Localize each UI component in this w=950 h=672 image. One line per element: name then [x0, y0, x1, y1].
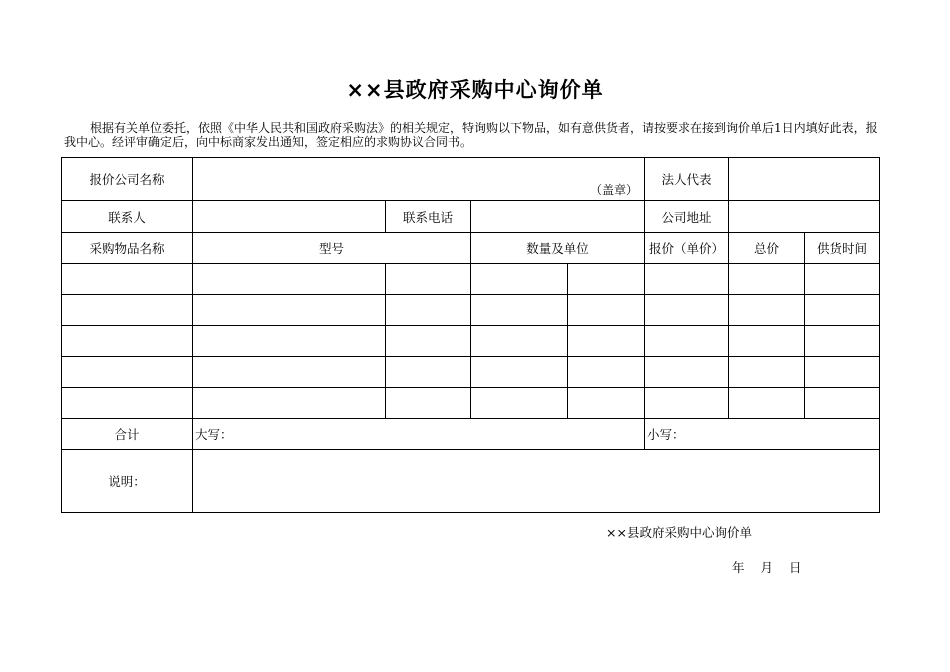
- col-header-item-name: 采购物品名称: [62, 233, 193, 264]
- table-cell[interactable]: [568, 326, 645, 357]
- table-cell[interactable]: [193, 264, 386, 295]
- table-cell[interactable]: [645, 357, 729, 388]
- col-header-delivery-time: 供货时间: [805, 233, 880, 264]
- col-header-model: 型号: [193, 233, 471, 264]
- col-header-quantity-unit: 数量及单位: [471, 233, 645, 264]
- table-cell[interactable]: [645, 388, 729, 419]
- company-name-field[interactable]: [193, 158, 645, 201]
- table-cell[interactable]: [645, 295, 729, 326]
- table-cell[interactable]: [386, 326, 471, 357]
- table-cell[interactable]: [62, 326, 193, 357]
- page-title: ××县政府采购中心询价单: [346, 78, 604, 102]
- col-header-total: 总价: [729, 233, 805, 264]
- uppercase-label: 大写：: [195, 427, 233, 442]
- table-cell[interactable]: [386, 357, 471, 388]
- table-cell[interactable]: [568, 295, 645, 326]
- address-label: 公司地址: [645, 201, 729, 233]
- total-label: 合计: [62, 419, 193, 450]
- table-cell[interactable]: [805, 388, 880, 419]
- table-cell[interactable]: [805, 264, 880, 295]
- contact-field[interactable]: [193, 201, 386, 233]
- table-cell[interactable]: [386, 388, 471, 419]
- phone-field[interactable]: [471, 201, 645, 233]
- lowercase-amount-field[interactable]: [645, 419, 880, 450]
- table-cell[interactable]: [645, 264, 729, 295]
- address-field[interactable]: [729, 201, 880, 233]
- table-cell[interactable]: [471, 357, 568, 388]
- table-cell[interactable]: [386, 295, 471, 326]
- table-cell[interactable]: [568, 264, 645, 295]
- intro-paragraph: 根据有关单位委托，依照《中华人民共和国政府采购法》的相关规定，特询购以下物品，如有意供货者，请按要求在接到询价单后1日内填好此表，报我中心。经评审确定后，向中标商家发出通知，签定相应的求购协议合同书。: [64, 121, 878, 149]
- table-cell[interactable]: [62, 295, 193, 326]
- uppercase-amount-field[interactable]: [193, 419, 645, 450]
- contact-label: 联系人: [62, 201, 193, 233]
- table-cell[interactable]: [193, 295, 386, 326]
- table-cell[interactable]: [729, 295, 805, 326]
- table-cell[interactable]: [193, 388, 386, 419]
- company-name-label: 报价公司名称: [62, 158, 193, 201]
- table-row: [62, 264, 880, 295]
- table-row: [62, 326, 880, 357]
- notes-label: 说明：: [62, 450, 193, 513]
- legal-rep-field[interactable]: [729, 158, 880, 201]
- notes-field[interactable]: [193, 450, 880, 513]
- table-cell[interactable]: [193, 357, 386, 388]
- table-cell[interactable]: [471, 326, 568, 357]
- table-cell[interactable]: [568, 388, 645, 419]
- seal-note: （盖章）: [589, 183, 638, 197]
- table-row: [62, 295, 880, 326]
- table-cell[interactable]: [62, 357, 193, 388]
- table-cell[interactable]: [386, 264, 471, 295]
- table-cell[interactable]: [471, 295, 568, 326]
- table-cell[interactable]: [729, 326, 805, 357]
- lowercase-label: 小写：: [647, 427, 685, 442]
- table-cell[interactable]: [62, 388, 193, 419]
- table-cell[interactable]: [568, 357, 645, 388]
- table-cell[interactable]: [729, 388, 805, 419]
- inquiry-form-table: [61, 157, 880, 513]
- table-cell[interactable]: [805, 295, 880, 326]
- table-cell[interactable]: [729, 357, 805, 388]
- table-cell[interactable]: [62, 264, 193, 295]
- table-cell[interactable]: [729, 264, 805, 295]
- table-cell[interactable]: [805, 326, 880, 357]
- legal-rep-label: 法人代表: [645, 158, 729, 201]
- phone-label: 联系电话: [386, 201, 471, 233]
- table-row: [62, 357, 880, 388]
- table-cell[interactable]: [471, 264, 568, 295]
- table-cell[interactable]: [471, 388, 568, 419]
- table-cell[interactable]: [805, 357, 880, 388]
- table-row: [62, 388, 880, 419]
- table-cell[interactable]: [645, 326, 729, 357]
- col-header-unit-price: 报价（单价）: [645, 233, 729, 264]
- footer-org-name: ××县政府采购中心询价单: [606, 525, 752, 540]
- footer-date: 年 月 日: [732, 560, 802, 575]
- table-cell[interactable]: [193, 326, 386, 357]
